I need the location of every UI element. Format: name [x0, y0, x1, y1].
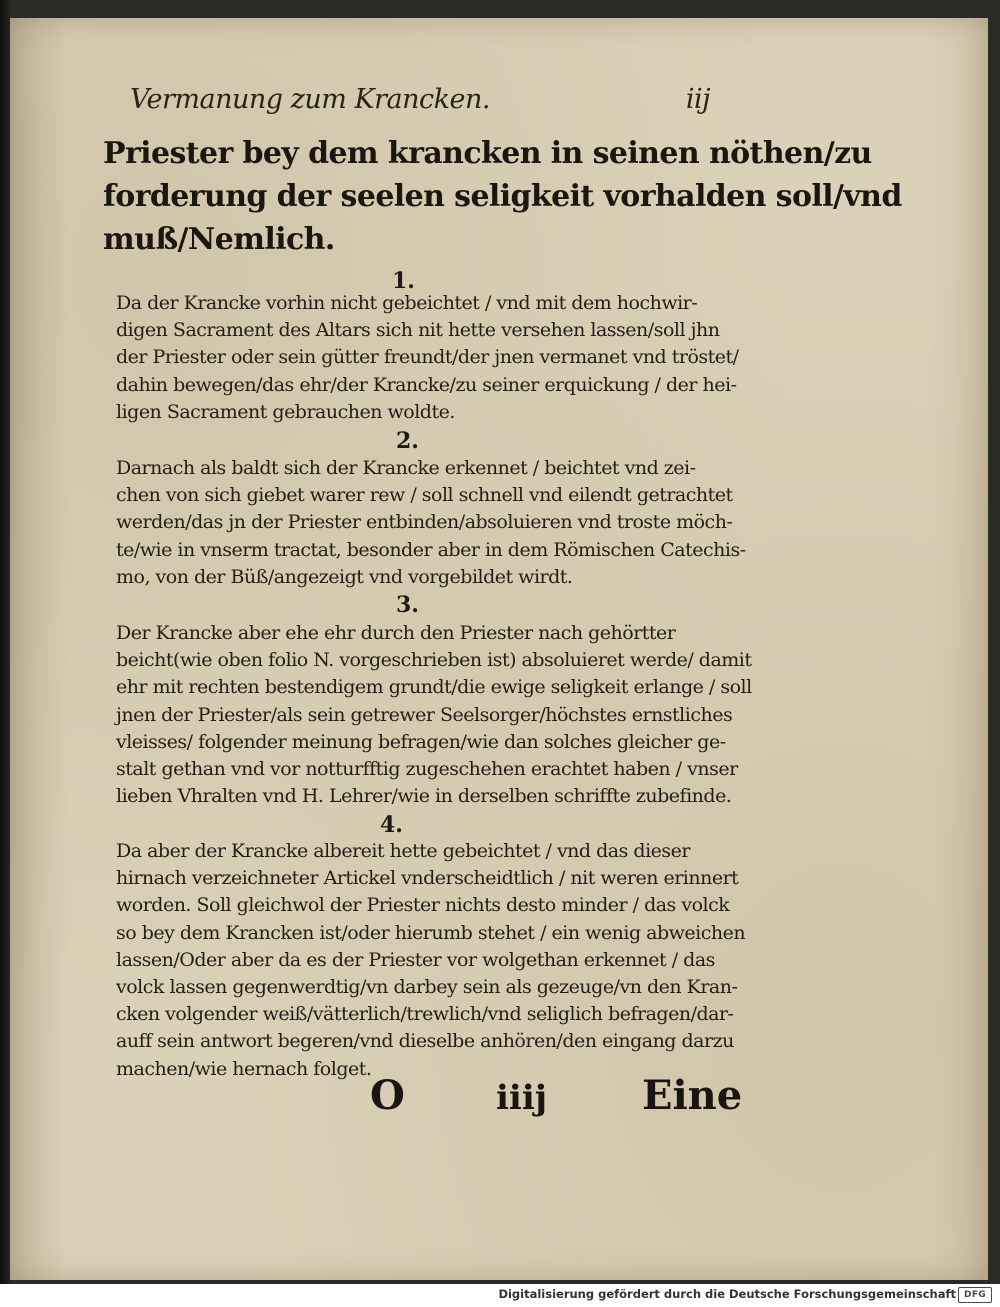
text-line: stalt gethan vnd vor notturfftig zugeschehen erachtet haben / vnser — [116, 758, 738, 781]
text-line: volck lassen gegenwerdtig/vn darbey sein als gezeuge/vn den Kran- — [116, 976, 738, 999]
running-head-title: Vermanung zum Krancken. — [130, 84, 490, 115]
text-line: Darnach als baldt sich der Krancke erkennet / beichtet vnd zei- — [116, 457, 696, 479]
text-line: hirnach verzeichneter Artickel vnderscheidtlich / nit weren erinnert — [116, 867, 739, 890]
folio-number: iij — [685, 84, 710, 115]
catchline — [370, 1072, 743, 1132]
signature-letter: O — [370, 1072, 405, 1119]
footer-bar — [0, 1284, 1000, 1307]
catchword: Eine — [642, 1072, 743, 1119]
paragraph-1 — [116, 290, 739, 426]
paragraph-3 — [116, 620, 752, 810]
text-line: so bey dem Krancken ist/oder hierumb stehet / ein wenig abweichen — [116, 921, 746, 944]
signature-number: iiij — [496, 1078, 548, 1118]
heading-line: forderung der seelen seligkeit vorhalden soll/vnd — [103, 179, 902, 214]
text-line: auff sein antwort begeren/vnd dieselbe anhören/den eingang darzu — [116, 1030, 734, 1053]
text-line: chen von sich giebet warer rew / soll schnell vnd eilendt getrachtet — [116, 484, 733, 507]
text-line: digen Sacrament des Altars sich nit hette versehen lassen/soll jhn — [116, 319, 720, 342]
text-line: Da aber der Krancke albereit hette gebeichtet / vnd das dieser — [116, 840, 690, 862]
section-heading — [103, 132, 902, 261]
text-line: beicht(wie oben folio N. vorgeschrieben ist) absoluieret werde/ damit — [116, 649, 752, 672]
text-line: vleisses/ folgender meinung befragen/wie dan solches gleicher ge- — [116, 730, 726, 753]
paragraph-2 — [116, 455, 746, 591]
text-line: Da der Krancke vorhin nicht gebeichtet / vnd mit dem hochwir- — [116, 292, 698, 314]
heading-line: muß/Nemlich. — [103, 222, 335, 257]
text-line: jnen der Priester/als sein getrewer Seelsorger/höchstes ernstliches — [116, 703, 733, 726]
text-line: lassen/Oder aber da es der Priester vor wolgethan erkennet / das — [116, 948, 715, 971]
dfg-logo-icon: DFG — [958, 1287, 992, 1303]
text-line: ehr mit rechten bestendigem grundt/die ewige seligkeit erlange / soll — [116, 676, 752, 699]
text-line: lieben Vhralten vnd H. Lehrer/wie in derselben schriffte zubefinde. — [116, 785, 732, 808]
section-number: 2. — [396, 428, 419, 454]
text-line: werden/das jn der Priester entbinden/absoluieren vnd troste möch- — [116, 511, 733, 534]
text-line: der Priester oder sein gütter freundt/der jnen vermanet vnd tröstet/ — [116, 346, 739, 369]
section-number: 3. — [396, 592, 419, 618]
section-number: 1. — [392, 268, 415, 294]
heading-line: Priester bey dem krancken in seinen nöthen/zu — [103, 136, 872, 171]
text-line: machen/wie hernach folget. — [116, 1057, 372, 1080]
paragraph-4 — [116, 838, 746, 1083]
text-line: mo, von der Büß/angezeigt vnd vorgebildet wirdt. — [116, 565, 573, 588]
funding-credit: Digitalisierung gefördert durch die Deutsche Forschungsgemeinschaft — [498, 1287, 956, 1301]
text-line: worden. Soll gleichwol der Priester nichts desto minder / das volck — [116, 894, 730, 917]
section-number: 4. — [380, 812, 403, 838]
text-line: Der Krancke aber ehe ehr durch den Priester nach gehörtter — [116, 622, 676, 644]
text-line: te/wie in vnserm tractat, besonder aber in dem Römischen Catechis- — [116, 538, 746, 561]
text-line: ligen Sacrament gebrauchen woldte. — [116, 400, 455, 423]
text-line: dahin bewegen/das ehr/der Krancke/zu seiner erquickung / der hei- — [116, 373, 737, 396]
text-line: cken volgender weiß/vätterlich/trewlich/vnd seliglich befragen/dar- — [116, 1003, 734, 1026]
running-head — [130, 84, 710, 124]
